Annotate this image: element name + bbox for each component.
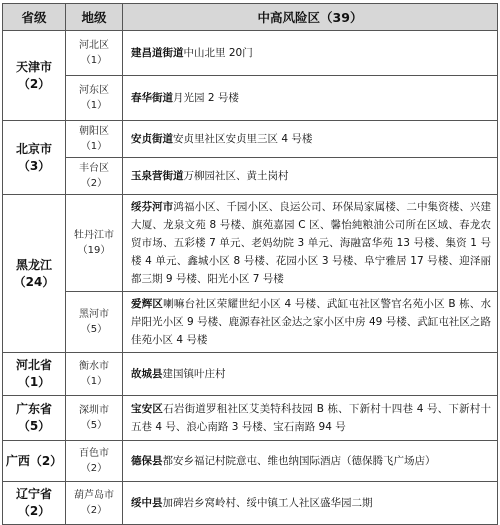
- header-row: [3, 4, 498, 31]
- city-name: 河北区: [79, 40, 109, 51]
- area-detail: 鸿福小区、千园小区、良运公司、环保局家属楼、二中集资楼、兴建大厦、龙泉文苑 8 号楼、旗苑嘉园 C 区、馨怡純粮油公司所在区域、春龙农贸市场、五彩楼 7 单元、老妈幼院 3 单元、海融富华苑 13 号楼、集资 1 号楼 4 单元、鑫城小区 8 号楼、花园小区 3 号楼、阜宁雅居 17 号楼、迎泽丽都三期 9 号楼、阳光小区 7 号楼: [131, 201, 492, 285]
- table-row: [3, 158, 498, 195]
- city-count: （1）: [80, 55, 108, 66]
- street-name: 安贞街道: [131, 133, 173, 145]
- city-count: （1）: [80, 100, 108, 111]
- area-cell: [123, 31, 498, 76]
- table-row: [3, 121, 498, 158]
- table-row: [3, 353, 498, 396]
- province-cell: [3, 396, 66, 441]
- street-name: 绥中县: [131, 497, 163, 509]
- city-name: 丰台区: [79, 163, 109, 174]
- city-cell: [66, 482, 123, 525]
- province-name: 黑龙江: [15, 257, 52, 272]
- table-row: [3, 31, 498, 76]
- area-detail: 加碑岩乡窝岭村、绥中镇工人社区盛华园二期: [162, 497, 373, 509]
- city-cell: [66, 121, 123, 158]
- province-cell: [3, 482, 66, 525]
- area-detail: 都安乡福记村院意屯、维也纳国际酒店（德保腾飞广场店）: [162, 455, 436, 467]
- city-cell: [66, 31, 123, 76]
- province-count: （2）: [17, 504, 51, 518]
- city-name: 朝阳区: [79, 126, 109, 137]
- city-count: （2）: [80, 463, 108, 474]
- table-row: [3, 396, 498, 441]
- city-count: （5）: [80, 420, 108, 431]
- street-name: 故城县: [131, 368, 163, 380]
- street-name: 德保县: [131, 455, 163, 467]
- table-row: [3, 76, 498, 121]
- header-areas: 中高风险区（39）: [123, 4, 498, 31]
- city-cell: [66, 292, 123, 353]
- city-count: （1）: [80, 141, 108, 152]
- area-detail: 月光园 2 号楼: [173, 92, 239, 104]
- city-name: 牡丹江市: [74, 230, 114, 241]
- province-count: （24）: [13, 274, 55, 289]
- province-cell: [3, 353, 66, 396]
- area-cell: [123, 482, 498, 525]
- province-count: （3）: [17, 158, 51, 173]
- city-cell: [66, 76, 123, 121]
- table-row: [3, 441, 498, 482]
- area-cell: [123, 292, 498, 353]
- province-name: 辽宁省: [15, 487, 52, 501]
- area-cell: [123, 158, 498, 195]
- city-cell: [66, 441, 123, 482]
- city-count: （2）: [80, 178, 108, 189]
- street-name: 建昌道街道: [131, 47, 184, 59]
- province-cell: [3, 195, 66, 353]
- area-detail: 万柳园社区、黄土岗村: [183, 170, 289, 182]
- table-row: [3, 482, 498, 525]
- area-detail: 安贞里社区安贞里三区 4 号楼: [173, 133, 313, 145]
- city-count: （5）: [80, 324, 108, 335]
- area-detail: 建国镇叶庄村: [162, 368, 226, 380]
- city-name: 葫芦岛市: [74, 490, 114, 501]
- province-count: （1）: [17, 375, 51, 389]
- province-count: （5）: [17, 419, 51, 433]
- city-name: 河东区: [79, 85, 109, 96]
- header-province: 省级: [3, 4, 66, 31]
- area-cell: [123, 76, 498, 121]
- city-name: 百色市: [79, 448, 109, 459]
- province-cell: [3, 441, 66, 482]
- city-cell: [66, 353, 123, 396]
- header-city: 地级: [66, 4, 123, 31]
- city-count: （19）: [77, 245, 111, 256]
- area-cell: [123, 195, 498, 292]
- city-cell: [66, 195, 123, 292]
- city-count: （2）: [80, 505, 108, 516]
- area-detail: 石岩街道罗租社区艾美特科技园 B 栋、下新村十四巷 4 号、下新村十五巷 4 号、浪心南路 3 号楼、宝石南路 94 号: [131, 403, 492, 433]
- area-cell: [123, 353, 498, 396]
- province-cell: [3, 31, 66, 121]
- city-name: 黑河市: [79, 309, 109, 320]
- city-name: 深圳市: [79, 405, 109, 416]
- province-count: （2）: [17, 76, 51, 91]
- street-name: 爱辉区: [131, 298, 164, 310]
- province-cell: [3, 121, 66, 195]
- province-name: 河北省: [15, 358, 52, 372]
- street-name: 宝安区: [131, 403, 164, 415]
- city-name: 衡水市: [79, 361, 109, 372]
- area-detail: 中山北里 20门: [183, 47, 253, 59]
- province-name: 广西: [5, 453, 30, 468]
- table-row: [3, 292, 498, 353]
- area-cell: [123, 121, 498, 158]
- city-cell: [66, 158, 123, 195]
- province-name: 天津市: [15, 59, 52, 74]
- risk-area-table: [2, 3, 498, 525]
- area-cell: [123, 396, 498, 441]
- city-count: （1）: [80, 376, 108, 387]
- area-cell: [123, 441, 498, 482]
- street-name: 玉泉营街道: [131, 170, 184, 182]
- province-count: （2）: [29, 453, 63, 468]
- street-name: 绥芬河市: [131, 201, 174, 213]
- province-name: 广东省: [15, 402, 52, 416]
- table-row: [3, 195, 498, 292]
- area-detail: 喇嘛台社区荣耀世纪小区 4 号楼、武缸屯社区警官名苑小区 B 栋、水岸阳光小区 9 号楼、鹿源春社区金达之家小区中房 49 号楼、武缸屯社区之路佳苑小区 4 号楼: [131, 298, 492, 346]
- province-name: 北京市: [15, 141, 52, 156]
- city-cell: [66, 396, 123, 441]
- street-name: 春华街道: [131, 92, 173, 104]
